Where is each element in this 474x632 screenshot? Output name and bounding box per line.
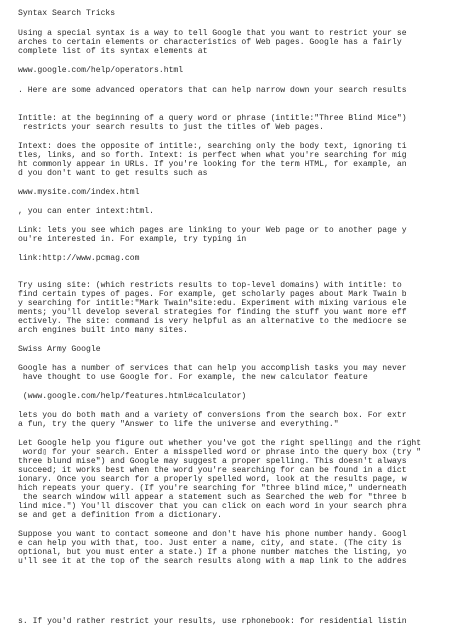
text-line: Google has a number of services that can help you accomplish tasks you may never [18,364,407,373]
text-line: Using a special syntax is a way to tell Google that you want to restrict your se [18,29,407,38]
text-line: succeed; it works best when the word you're searching for can be found in a dict [18,466,407,475]
text-line: ionary. Once you search for a properly spelled word, look at the results page, w [18,475,407,484]
url-line: www.google.com/help/operators.html [18,66,184,75]
text-line: ectively. The site: command is very helpful as an alternative to the mediocre se [18,317,407,326]
section-title: Swiss Army Google [18,345,101,354]
text-line: y searching for intitle:"Mark Twain"site:edu. Experiment with mixing various ele [18,299,407,308]
text-line: arches to certain elements or characteristics of Web pages. Google has a fairly [18,38,402,47]
url-line: link:http://www.pcmag.com [18,254,140,263]
text-line: optional, but you must enter a state.) If a phone number matches the listing, yo [18,548,407,557]
text-line: arch engines built into many sites. [18,326,188,335]
text-line: e can help you with that, too. Just enter a name, city, and state. (The city is [18,539,402,548]
text-line: s. If you'd rather restrict your results, use rphonebook: for residential listin [18,617,407,626]
text-line: three blund mise") and Google may suggest a proper spelling. This doesn't always [18,457,407,466]
text-line: a fun, try the query "Answer to life the universe and everything." [18,420,339,429]
text-line: ou're interested in. For example, try typing in [18,235,247,244]
text-line: the search window will appear a statement such as Searched the web for "three b [18,493,407,502]
text-line: Let Google help you figure out whether you've got the right spelling▯ and the right [18,439,422,448]
text-line: word▯ for your search. Enter a misspelled word or phrase into the query box (try " [18,448,422,457]
text-line: have thought to use Google for. For example, the new calculator feature [18,373,368,382]
text-line: d you don't want to get results such as [18,169,208,178]
text-line: lind mice.") You'll discover that you can click on each word in your search phra [18,502,407,511]
text-line: Intitle: at the beginning of a query word or phrase (intitle:"Three Blind Mice") [18,114,407,123]
text-line: se and get a definition from a dictionary. [18,511,222,520]
text-line: . Here are some advanced operators that can help narrow down your search results [18,86,407,95]
text-line: Try using site: (which restricts results to top-level domains) with intitle: to [18,281,402,290]
section-title: Syntax Search Tricks [18,9,116,18]
text-line: find certain types of pages. For example, get scholarly pages about Mark Twain b [18,290,407,299]
text-line: Intext: does the opposite of intitle:, searching only the body text, ignoring ti [18,142,407,151]
text-line: ht commonly appear in URLs. If you're looking for the term HTML, for example, an [18,160,407,169]
url-line: www.mysite.com/index.html [18,188,140,197]
text-line: hich repeats your query. (If you're searching for "three blind mice," underneath [18,484,407,493]
text-line: ments; you'll develop several strategies for finding the stuff you want more eff [18,308,407,317]
text-line: lets you do both math and a variety of conversions from the search box. For extr [18,411,407,420]
text-line: complete list of its syntax elements at [18,47,208,56]
url-line: (www.google.com/help/features.html#calculator) [18,392,247,401]
text-line: Link: lets you see which pages are linking to your Web page or to another page y [18,226,407,235]
text-line: u'll see it at the top of the search results along with a map link to the addres [18,557,407,566]
text-line: Suppose you want to contact someone and don't have his phone number handy. Googl [18,530,407,539]
text-line: tles, links, and so forth. Intext: is perfect when what you're searching for mig [18,151,407,160]
text-line: , you can enter intext:html. [18,207,154,216]
text-line: restricts your search results to just the titles of Web pages. [18,123,324,132]
